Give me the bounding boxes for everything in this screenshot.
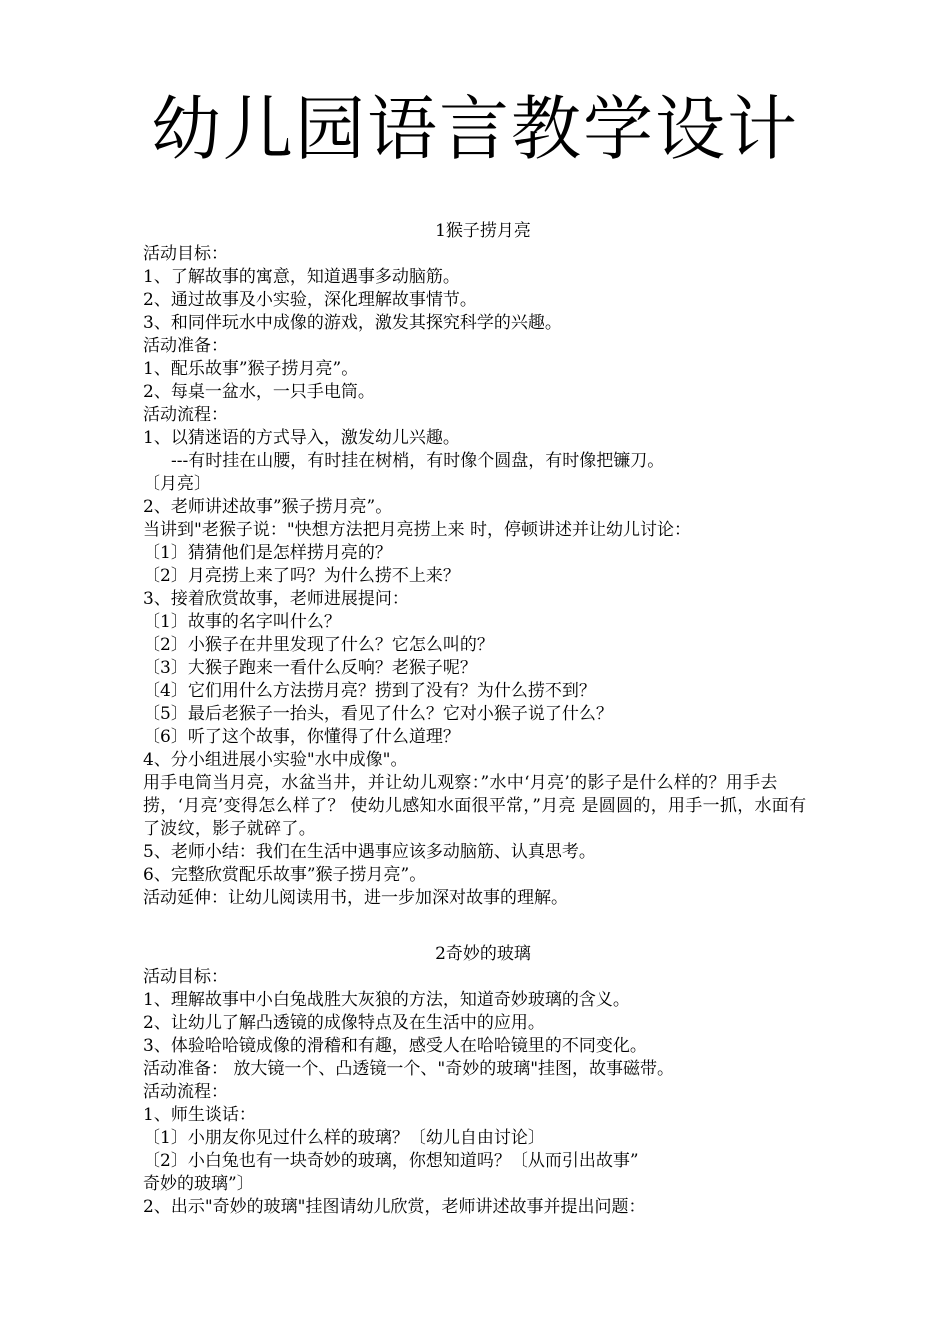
text-line: 活动准备： [143,336,228,356]
text-line: 活动延伸：让幼儿阅读用书，进一步加深对故事的理解。 [143,888,568,908]
text-line: 〔2〕月亮捞上来了吗？为什么捞不上来？ [143,566,460,586]
text-line: 〔3〕大猴子跑来一看什么反响？老猴子呢？ [143,658,477,678]
text-line: 1、配乐故事”猴子捞月亮”。 [143,359,359,379]
text-line: 〔1〕故事的名字叫什么？ [143,612,341,632]
section-heading: 2奇妙的玻璃 [435,944,531,964]
text-line: 3、接着欣赏故事，老师进展提问： [143,589,409,609]
text-line: 6、完整欣赏配乐故事”猴子捞月亮”。 [143,865,427,885]
text-line: 1、了解故事的寓意，知道遇事多动脑筋。 [143,267,460,287]
text-line: 活动准备： 放大镜一个、凸透镜一个、"奇妙的玻璃"挂图，故事磁带。 [143,1059,675,1079]
riddle-line: ---有时挂在山腰，有时挂在树梢，有时像个圆盘，有时像把镰刀。 [171,451,665,471]
text-line: 〔1〕猜猜他们是怎样捞月亮的？ [143,543,392,563]
text-line: 〔月亮〕 [143,474,211,494]
text-line: 2、出示"奇妙的玻璃"挂图请幼儿欣赏，老师讲述故事并提出问题： [143,1197,646,1217]
text-line: 〔2〕小猴子在井里发现了什么？它怎么叫的？ [143,635,494,655]
text-line: 2、让幼儿了解凸透镜的成像特点及在生活中的应用。 [143,1013,545,1033]
text-line: 活动流程： [143,405,228,425]
text-line: 活动流程： [143,1082,228,1102]
text-line: 3、体验哈哈镜成像的滑稽和有趣，感受人在哈哈镜里的不同变化。 [143,1036,647,1056]
text-line: 〔5〕最后老猴子一抬头，看见了什么？它对小猴子说了什么？ [143,704,613,724]
text-paragraph: 用手电筒当月亮，水盆当井，并让幼儿观察：”水中‘月亮’的影子是什么样的？用手去捞，‘月亮’变得怎么样了？ 使幼儿感知水面很平常，”月亮 是圆圆的，用手一抓，水面有了波纹，影子就碎了。 [143,773,807,839]
text-line: 〔2〕小白兔也有一块奇妙的玻璃，你想知道吗？〔从而引出故事” [143,1151,639,1171]
text-line: 〔6〕听了这个故事，你懂得了什么道理？ [143,727,460,747]
text-line: 5、老师小结：我们在生活中遇事应该多动脑筋、认真思考。 [143,842,596,862]
text-line: 2、老师讲述故事”猴子捞月亮”。 [143,497,393,517]
text-line: 3、和同伴玩水中成像的游戏，激发其探究科学的兴趣。 [143,313,562,333]
text-line: 4、分小组进展小实验"水中成像"。 [143,750,408,770]
text-line: 2、通过故事及小实验，深化理解故事情节。 [143,290,477,310]
text-line: 活动目标： [143,244,228,264]
text-line: 活动目标： [143,967,228,987]
text-line: 1、师生谈话： [143,1105,256,1125]
section-monkey-moon [143,220,823,910]
text-line: 当讲到"老猴子说："快想方法把月亮捞上来 时，停顿讲述并让幼儿讨论： [143,520,692,540]
text-line: 〔4〕它们用什么方法捞月亮？捞到了没有？为什么捞不到？ [143,681,596,701]
text-line: 奇妙的玻璃”〕 [143,1174,254,1194]
text-line: 〔1〕小朋友你见过什么样的玻璃？〔幼儿自由讨论〕 [143,1128,545,1148]
section-heading: 1猴子捞月亮 [435,221,531,241]
text-line: 2、每桌一盆水，一只手电筒。 [143,382,375,402]
text-line: 1、理解故事中小白兔战胜大灰狼的方法，知道奇妙玻璃的含义。 [143,990,630,1010]
section-magic-glass [143,943,823,1219]
text-line: 1、以猜迷语的方式导入，激发幼儿兴趣。 [143,428,460,448]
document-title: 幼儿园语言教学设计 [151,88,799,170]
